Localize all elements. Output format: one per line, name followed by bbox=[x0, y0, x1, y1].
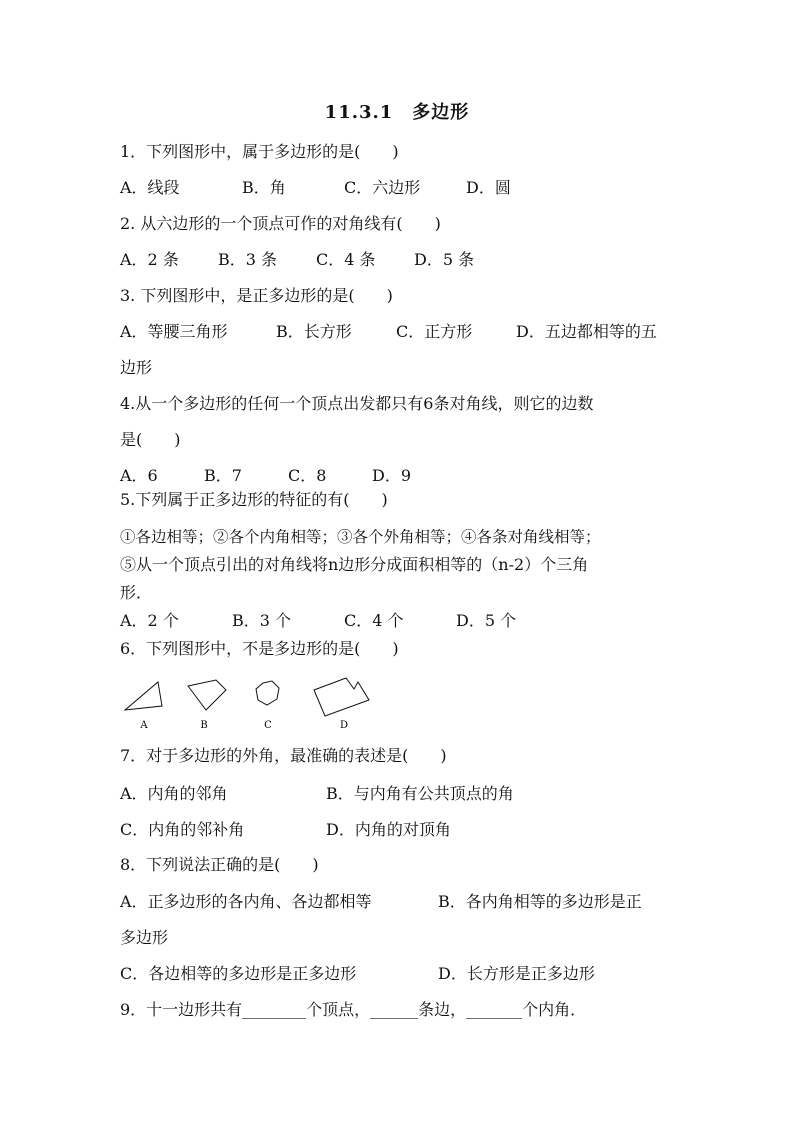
q5-option-d: D．5 个 bbox=[456, 611, 517, 630]
q2-option-c: C．4 条 bbox=[316, 250, 376, 269]
q4-option-d: D．9 bbox=[372, 466, 412, 485]
q5-option-c: C．4 个 bbox=[344, 611, 404, 630]
figure-label-a: A bbox=[140, 720, 148, 731]
figure-label-b: B bbox=[200, 720, 208, 731]
page-title: 11.3.1 多边形 bbox=[324, 102, 470, 123]
q7-option-d: D．内角的对顶角 bbox=[326, 820, 451, 839]
question-8-options-row2 bbox=[120, 964, 595, 984]
question-4-stem-line2: 是( ) bbox=[120, 430, 181, 449]
question-7-options-row1 bbox=[120, 784, 514, 804]
figure-c-polygon bbox=[256, 681, 279, 705]
q2-option-a: A．2 条 bbox=[120, 250, 179, 269]
figure-b-quadrilateral bbox=[188, 680, 226, 710]
figure-label-c: C bbox=[264, 720, 272, 731]
question-3-option-continuation: 边形 bbox=[120, 358, 153, 377]
q1-option-c: C．六边形 bbox=[344, 178, 421, 197]
q5-option-b: B．3 个 bbox=[232, 611, 292, 630]
q1-option-b: B．角 bbox=[242, 178, 286, 197]
question-8-stem: 8．下列说法正确的是( ) bbox=[120, 855, 319, 874]
question-7-stem: 7．对于多边形的外角，最准确的表述是( ) bbox=[120, 746, 447, 765]
question-9-stem: 9．十一边形共有________个顶点，______条边，_______个内角． bbox=[120, 1000, 587, 1019]
q2-option-d: D．5 条 bbox=[414, 250, 475, 269]
question-8-options-row1 bbox=[120, 892, 642, 912]
q4-option-a: A．6 bbox=[120, 466, 158, 485]
q3-option-b: B．长方形 bbox=[276, 322, 352, 341]
q3-option-a: A．等腰三角形 bbox=[120, 322, 228, 341]
q8-option-a: A．正多边形的各内角、各边都相等 bbox=[120, 892, 372, 911]
q4-option-c: C．8 bbox=[288, 466, 327, 485]
q1-option-a: A．线段 bbox=[120, 178, 180, 197]
question-5-body-line3: 形． bbox=[120, 583, 153, 602]
q1-option-d: D．圆 bbox=[466, 178, 511, 197]
q2-option-b: B．3 条 bbox=[218, 250, 278, 269]
question-2-options bbox=[120, 250, 474, 270]
q8-option-d: D．长方形是正多边形 bbox=[438, 964, 595, 983]
q7-option-b: B．与内角有公共顶点的角 bbox=[326, 784, 514, 803]
question-6-stem: 6．下列图形中，不是多边形的是( ) bbox=[120, 639, 399, 658]
q5-option-a: A．2 个 bbox=[120, 611, 179, 630]
q8-option-b: B．各内角相等的多边形是正 bbox=[438, 892, 642, 911]
figure-label-d: D bbox=[339, 720, 349, 731]
q3-option-d: D．五边都相等的五 bbox=[516, 322, 657, 341]
question-5-options bbox=[120, 611, 516, 631]
question-5-body-line2: ⑤从一个顶点引出的对角线将n边形分成面积相等的（n-2）个三角 bbox=[120, 555, 589, 574]
question-1-stem: 1．下列图形中，属于多边形的是( ) bbox=[120, 142, 399, 161]
question-6-figures bbox=[120, 672, 420, 732]
question-8-option-continuation: 多边形 bbox=[120, 928, 169, 947]
q3-option-c: C．正方形 bbox=[396, 322, 473, 341]
question-4-stem-line1: 4.从一个多边形的任何一个顶点出发都只有6条对角线，则它的边数 bbox=[120, 394, 594, 413]
figure-a-triangle bbox=[125, 682, 162, 710]
figure-d-shape bbox=[314, 678, 369, 716]
question-5-body-line1: ①各边相等；②各个内角相等；③各个外角相等；④各条对角线相等； bbox=[120, 528, 601, 546]
q8-option-c: C．各边相等的多边形是正多边形 bbox=[120, 964, 357, 983]
question-3-stem: 3. 下列图形中，是正多边形的是( ) bbox=[120, 286, 393, 305]
q7-option-c: C．内角的邻补角 bbox=[120, 820, 245, 839]
question-7-options-row2 bbox=[120, 820, 451, 840]
question-5-stem: 5.下列属于正多边形的特征的有( ) bbox=[120, 490, 388, 509]
question-3-options bbox=[120, 322, 657, 342]
q4-option-b: B．7 bbox=[204, 466, 242, 485]
q7-option-a: A．内角的邻角 bbox=[120, 784, 228, 803]
question-2-stem: 2. 从六边形的一个顶点可作的对角线有( ) bbox=[120, 214, 441, 233]
question-1-options bbox=[120, 178, 511, 198]
question-4-options bbox=[120, 466, 411, 486]
